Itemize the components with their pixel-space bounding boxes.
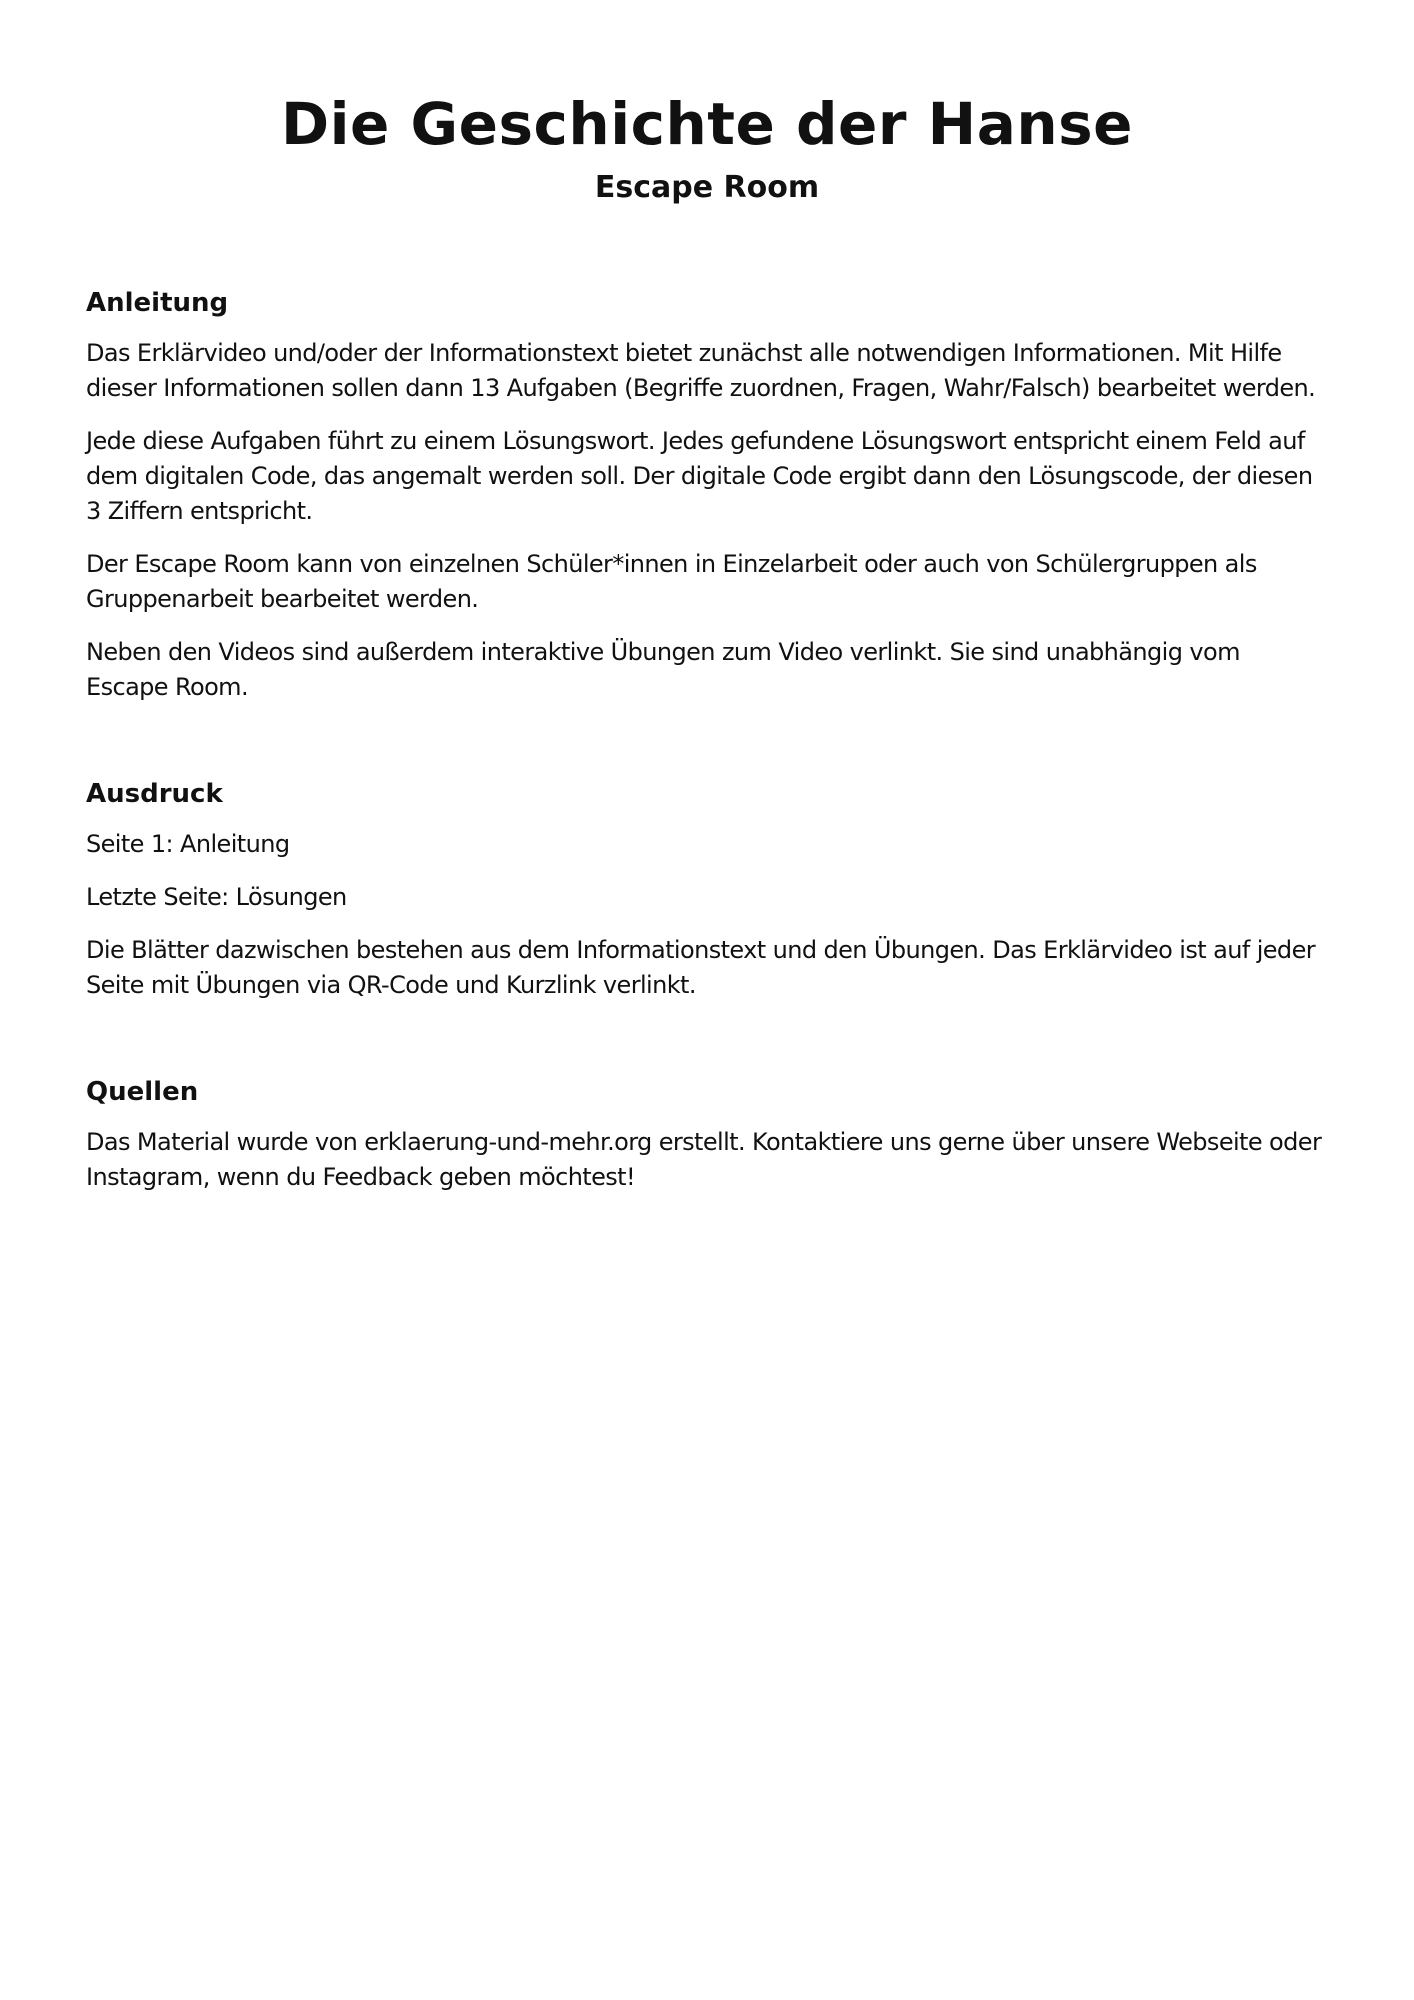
section-anleitung <box>86 286 1328 705</box>
paragraph: Das Erklärvideo und/oder der Informationstext bietet zunächst alle notwendigen Informationen. Mit Hilfe dieser Informationen sollen dann 13 Aufgaben (Begriffe zuordnen, Fragen, Wahr/Falsch) bearbeitet werden. <box>86 339 1316 402</box>
paragraph: Die Blätter dazwischen bestehen aus dem Informationstext und den Übungen. Das Erklärvideo ist auf jeder Seite mit Übungen via QR-Code und Kurzlink verlinkt. <box>86 936 1315 999</box>
document-subtitle: Escape Room <box>594 170 820 205</box>
section-heading-anleitung: Anleitung <box>86 288 229 318</box>
paragraph: Das Material wurde von erklaerung-und-mehr.org erstellt. Kontaktiere uns gerne über unsere Webseite oder Instagram, wenn du Feedback geben möchtest! <box>86 1128 1322 1191</box>
section-quellen <box>86 1075 1328 1195</box>
paragraph: Neben den Videos sind außerdem interaktive Übungen zum Video verlinkt. Sie sind unabhängig vom Escape Room. <box>86 638 1240 701</box>
paragraph: Der Escape Room kann von einzelnen Schüler*innen in Einzelarbeit oder auch von Schülergruppen als Gruppenarbeit bearbeitet werden. <box>86 550 1257 613</box>
section-heading-quellen: Quellen <box>86 1077 199 1107</box>
section-heading-ausdruck: Ausdruck <box>86 779 223 809</box>
paragraph: Letzte Seite: Lösungen <box>86 883 347 911</box>
section-ausdruck <box>86 777 1328 1003</box>
paragraph: Jede diese Aufgaben führt zu einem Lösungswort. Jedes gefundene Lösungswort entspricht einem Feld auf dem digitalen Code, das angemalt werden soll. Der digitale Code ergibt dann den Lösungscode, der diesen 3 Ziffern entspricht. <box>86 427 1313 525</box>
document-title: Die Geschichte der Hanse <box>281 90 1133 158</box>
document-header <box>86 88 1328 208</box>
paragraph: Seite 1: Anleitung <box>86 830 290 858</box>
